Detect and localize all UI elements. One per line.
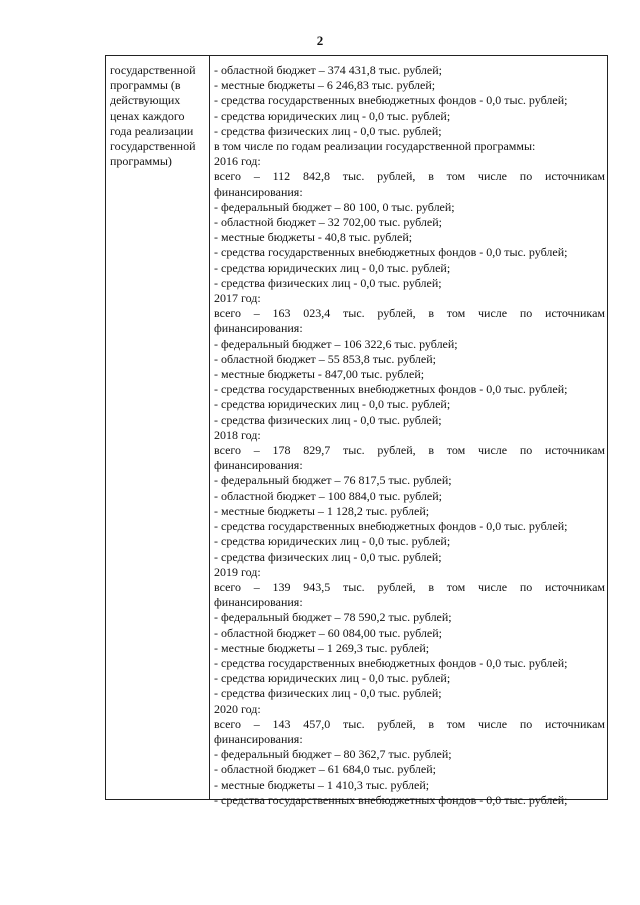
content-line: 2020 год:	[214, 701, 261, 716]
label-line: государственной	[110, 63, 196, 77]
content-line: - областной бюджет – 61 684,0 тыс. рублей;	[214, 762, 436, 777]
content-line: - местные бюджеты – 1 410,3 тыс. рублей;	[214, 777, 430, 792]
content-line: - местные бюджеты – 1 269,3 тыс. рублей;	[214, 640, 430, 655]
content-line: 2019 год:	[214, 564, 261, 579]
content-line: всего – 143 457,0 тыс. рублей, в том числе по источникам	[214, 716, 605, 731]
table-content-cell	[210, 56, 607, 808]
content-line: всего – 163 023,4 тыс. рублей, в том числе по источникам	[214, 306, 605, 321]
page-number: 2	[316, 33, 324, 48]
content-line: - федеральный бюджет – 78 590,2 тыс. рублей;	[214, 610, 452, 625]
content-line: всего – 178 829,7 тыс. рублей, в том числе по источникам	[214, 443, 605, 458]
content-line: - федеральный бюджет – 80 100, 0 тыс. рублей;	[214, 199, 455, 214]
content-line: - средства государственных внебюджетных фондов - 0,0 тыс. рублей;	[214, 792, 568, 807]
content-line: - федеральный бюджет – 76 817,5 тыс. рублей;	[214, 473, 452, 488]
content-line: - средства юридических лиц - 0,0 тыс. рублей;	[214, 108, 451, 123]
content-line: финансирования:	[214, 184, 303, 199]
label-line: действующих	[110, 93, 181, 108]
content-line: - областной бюджет – 100 884,0 тыс. рублей;	[214, 488, 442, 503]
content-line: - областной бюджет – 55 853,8 тыс. рублей;	[214, 351, 436, 366]
content-line: в том числе по годам реализации государственной программы:	[214, 139, 536, 154]
label-line: ценах каждого	[110, 108, 185, 123]
content-line: 2017 год:	[214, 291, 261, 306]
content-line: - федеральный бюджет – 80 362,7 тыс. рублей;	[214, 747, 452, 762]
content-line: всего – 112 842,8 тыс. рублей, в том числе по источникам	[214, 169, 605, 184]
content-line: - средства государственных внебюджетных фондов - 0,0 тыс. рублей;	[214, 93, 568, 108]
content-line: - средства юридических лиц - 0,0 тыс. рублей;	[214, 671, 451, 686]
content-line: - местные бюджеты – 6 246,83 тыс. рублей;	[214, 78, 436, 93]
content-line: финансирования:	[214, 321, 303, 336]
content-line: 2016 год:	[214, 154, 261, 169]
content-line: - средства физических лиц - 0,0 тыс. рублей;	[214, 686, 442, 701]
content-line: - федеральный бюджет – 106 322,6 тыс. рублей;	[214, 336, 458, 351]
content-line: всего – 139 943,5 тыс. рублей, в том числе по источникам	[214, 579, 605, 594]
funding-table	[105, 55, 608, 807]
content-line: 2018 год:	[214, 427, 261, 442]
content-line: - средства физических лиц - 0,0 тыс. рублей;	[214, 549, 442, 564]
content-line: - местные бюджеты - 847,00 тыс. рублей;	[214, 367, 425, 382]
content-line: - средства физических лиц - 0,0 тыс. рублей;	[214, 123, 442, 138]
content-line: финансирования:	[214, 595, 303, 610]
content-line: - средства юридических лиц - 0,0 тыс. рублей;	[214, 534, 451, 549]
content-line: - местные бюджеты - 40,8 тыс. рублей;	[214, 230, 413, 245]
content-line: - средства государственных внебюджетных фондов - 0,0 тыс. рублей;	[214, 245, 568, 260]
label-line: года реализации	[110, 123, 194, 138]
content-line: - средства физических лиц - 0,0 тыс. рублей;	[214, 412, 442, 427]
table-label-cell	[106, 56, 210, 799]
label-line: программы (в	[110, 78, 181, 93]
label-line: государственной	[110, 139, 196, 154]
content-line: финансирования:	[214, 731, 303, 746]
content-line: - средства юридических лиц - 0,0 тыс. рублей;	[214, 260, 451, 275]
content-line: - средства юридических лиц - 0,0 тыс. рублей;	[214, 397, 451, 412]
content-line: - средства государственных внебюджетных фондов - 0,0 тыс. рублей;	[214, 519, 568, 534]
content-line: - областной бюджет – 32 702,00 тыс. рублей;	[214, 215, 442, 230]
content-line: - областной бюджет – 60 084,00 тыс. рублей;	[214, 625, 442, 640]
content-line: - средства государственных внебюджетных фондов - 0,0 тыс. рублей;	[214, 655, 568, 670]
content-line: финансирования:	[214, 458, 303, 473]
content-line: - местные бюджеты – 1 128,2 тыс. рублей;	[214, 503, 430, 518]
content-line: - областной бюджет – 374 431,8 тыс. рублей;	[214, 63, 442, 77]
label-line: программы)	[110, 154, 172, 169]
content-line: - средства физических лиц - 0,0 тыс. рублей;	[214, 275, 442, 290]
content-line: - средства государственных внебюджетных фондов - 0,0 тыс. рублей;	[214, 382, 568, 397]
